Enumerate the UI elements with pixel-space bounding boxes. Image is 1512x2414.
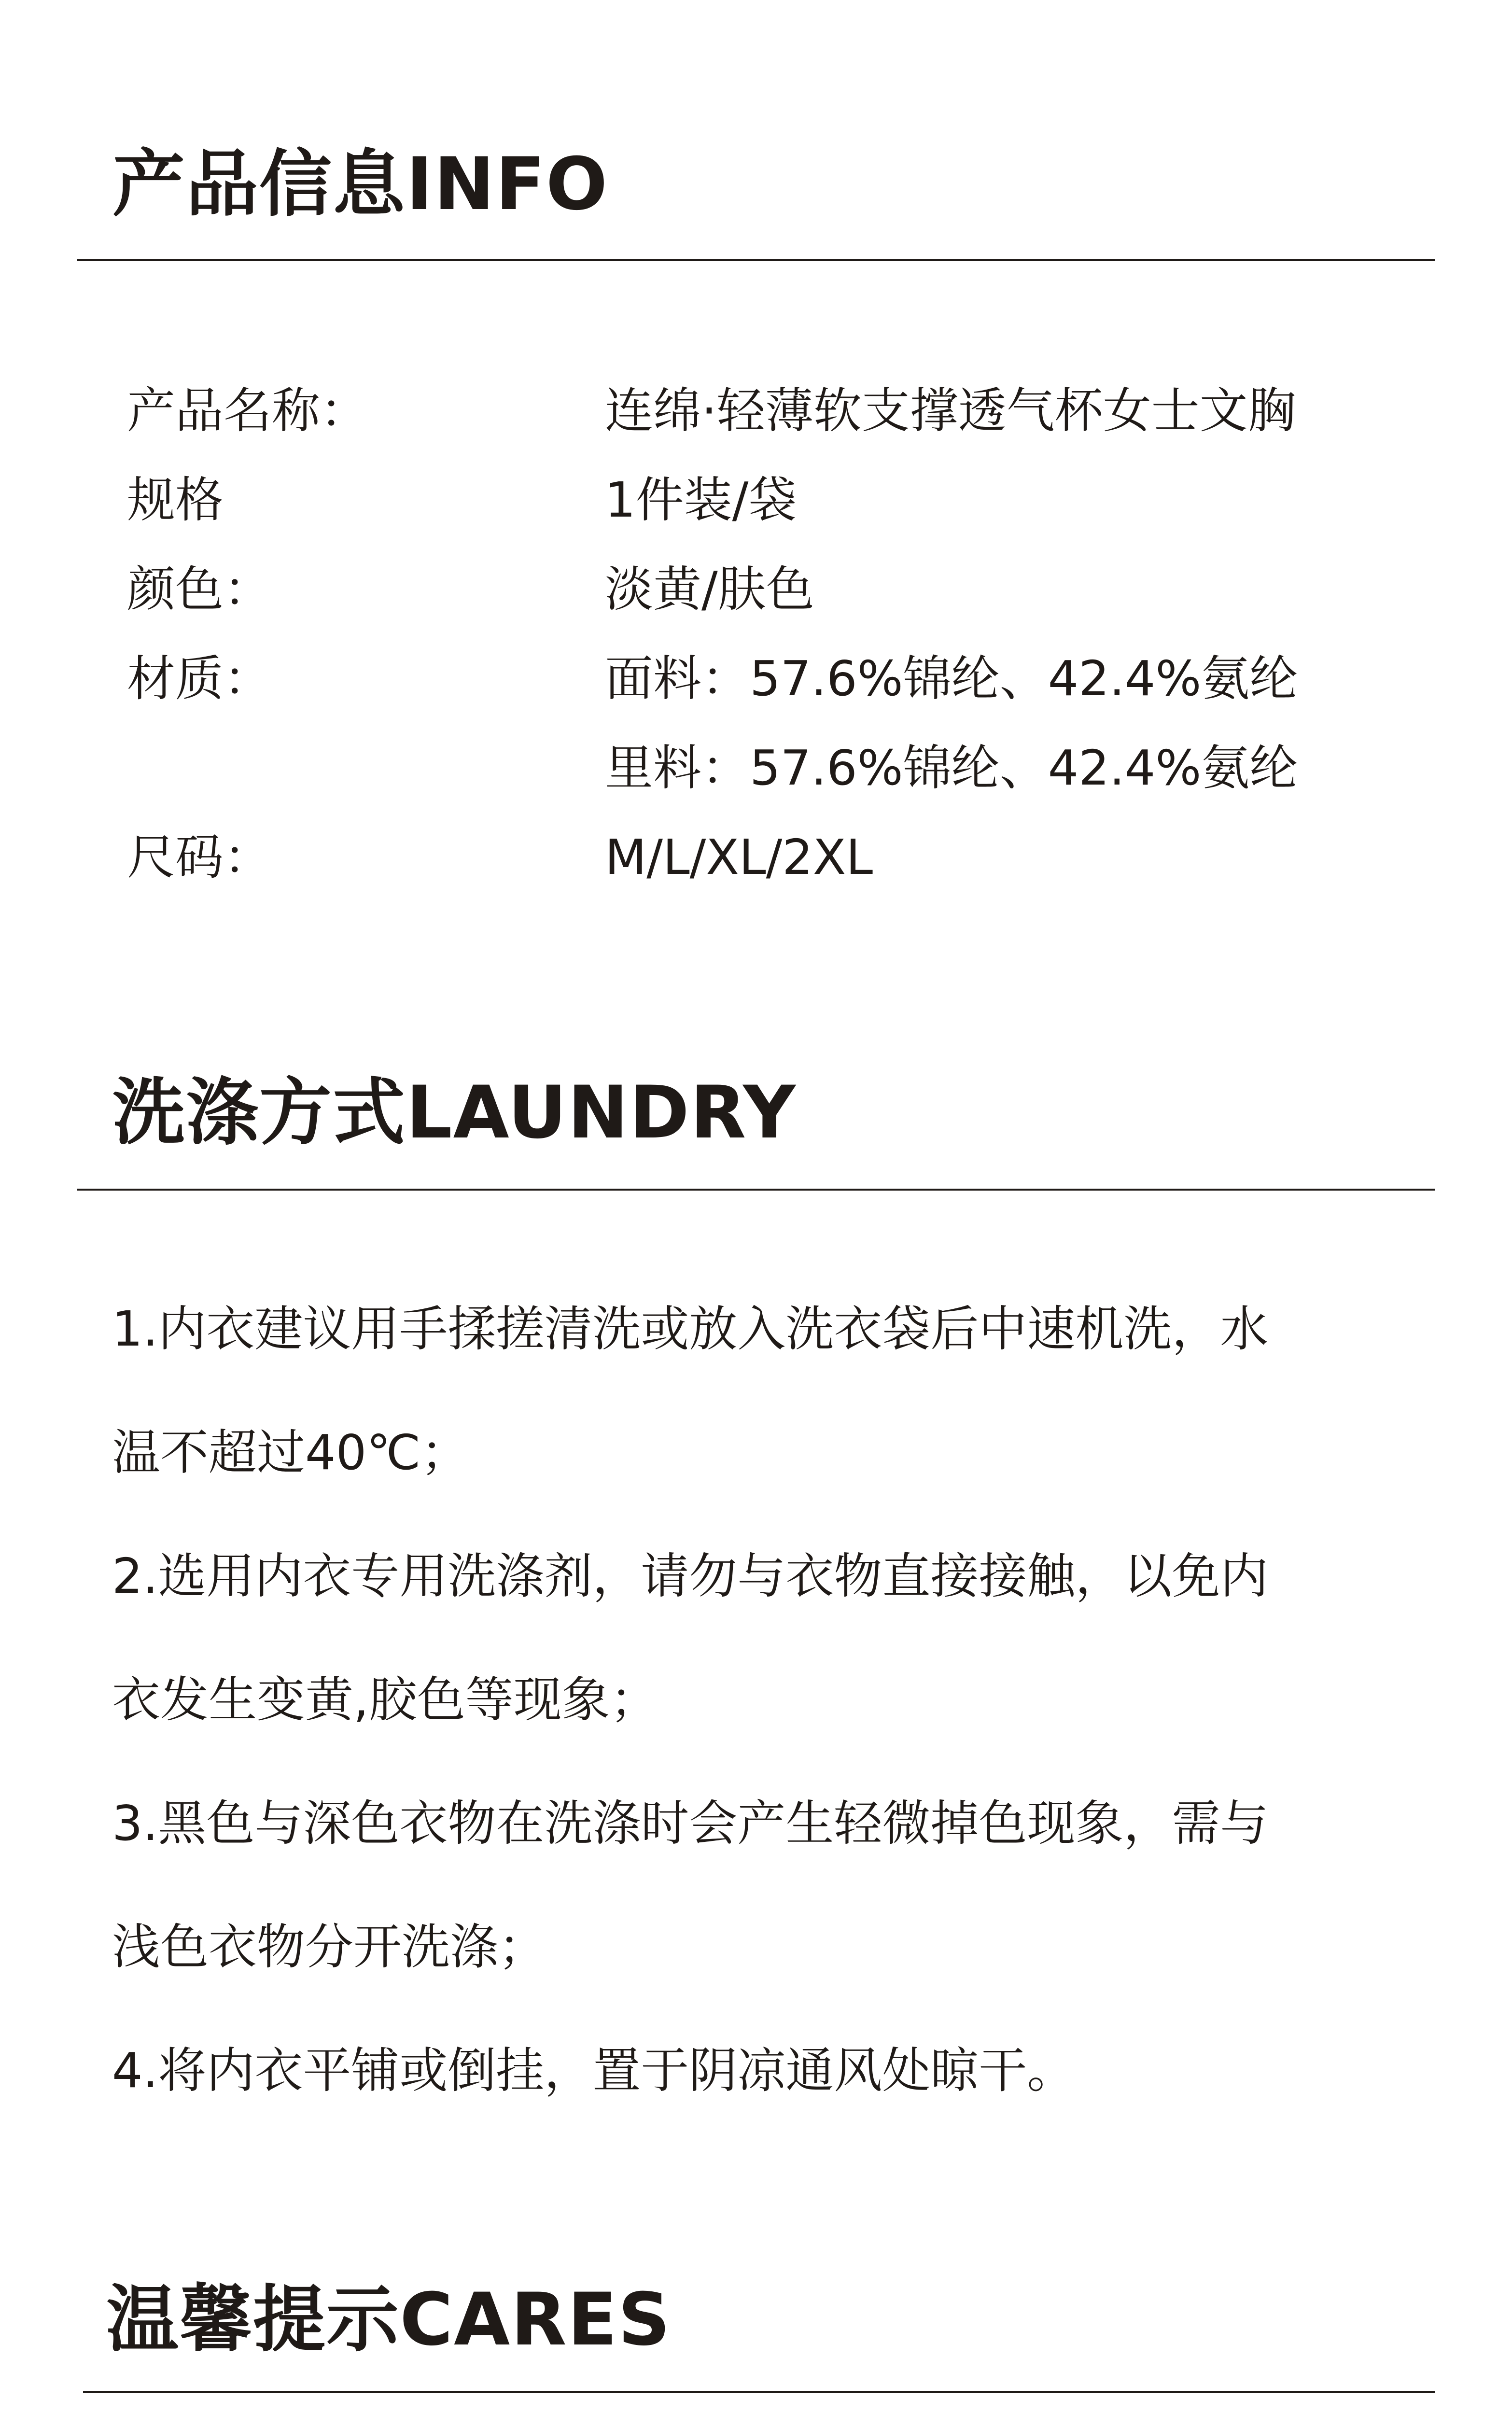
laundry-instructions (112, 1267, 1415, 2133)
info-value (605, 545, 1430, 634)
cares-section-divider (83, 2391, 1435, 2393)
laundry-line: 2.选用内衣专用洗涤剂，请勿与衣物直接接触，以免内 (112, 1548, 1269, 1604)
info-value-line: 连绵·轻薄软支撑透气杯女士文胸 (605, 382, 1296, 439)
info-row-spec (127, 455, 1430, 545)
info-value (605, 634, 1430, 813)
info-value-line: 1件装/袋 (605, 472, 797, 528)
info-section-divider (77, 259, 1435, 261)
info-value-line: 面料：57.6%锦纶、42.4%氨纶 (605, 650, 1298, 707)
info-label: 颜色： (127, 561, 272, 618)
laundry-line: 温不超过40℃； (112, 1424, 469, 1481)
info-section-title: 产品信息INFO (112, 142, 609, 226)
cares-section-title: 温馨提示CARES (106, 2278, 672, 2362)
laundry-line: 1.内衣建议用手揉搓清洗或放入洗衣袋后中速机洗，水 (112, 1301, 1269, 1357)
info-value (605, 366, 1430, 455)
info-row-color (127, 545, 1430, 634)
laundry-section-divider (77, 1189, 1435, 1191)
laundry-line: 浅色衣物分开洗涤； (112, 1919, 546, 1975)
info-value (605, 455, 1430, 545)
info-row-size (127, 813, 1430, 902)
info-label: 材质： (127, 650, 272, 707)
info-label: 产品名称： (127, 382, 368, 439)
laundry-line: 衣发生变黄,胶色等现象； (112, 1671, 658, 1728)
laundry-line: 3.黑色与深色衣物在洗涤时会产生轻微掉色现象，需与 (112, 1795, 1269, 1852)
laundry-line: 4.将内衣平铺或倒挂，置于阴凉通风处晾干。 (112, 2042, 1076, 2099)
info-value-line: 里料：57.6%锦纶、42.4%氨纶 (605, 740, 1298, 796)
info-row-name (127, 366, 1430, 455)
info-label: 规格 (127, 472, 224, 528)
info-row-material (127, 634, 1430, 813)
product-info-table (127, 366, 1430, 902)
info-value-line: M/L/XL/2XL (605, 829, 873, 885)
info-label: 尺码： (127, 829, 272, 885)
info-value-line: 淡黄/肤色 (605, 561, 814, 618)
info-value (605, 813, 1430, 902)
laundry-section-title: 洗涤方式LAUNDRY (112, 1071, 797, 1155)
